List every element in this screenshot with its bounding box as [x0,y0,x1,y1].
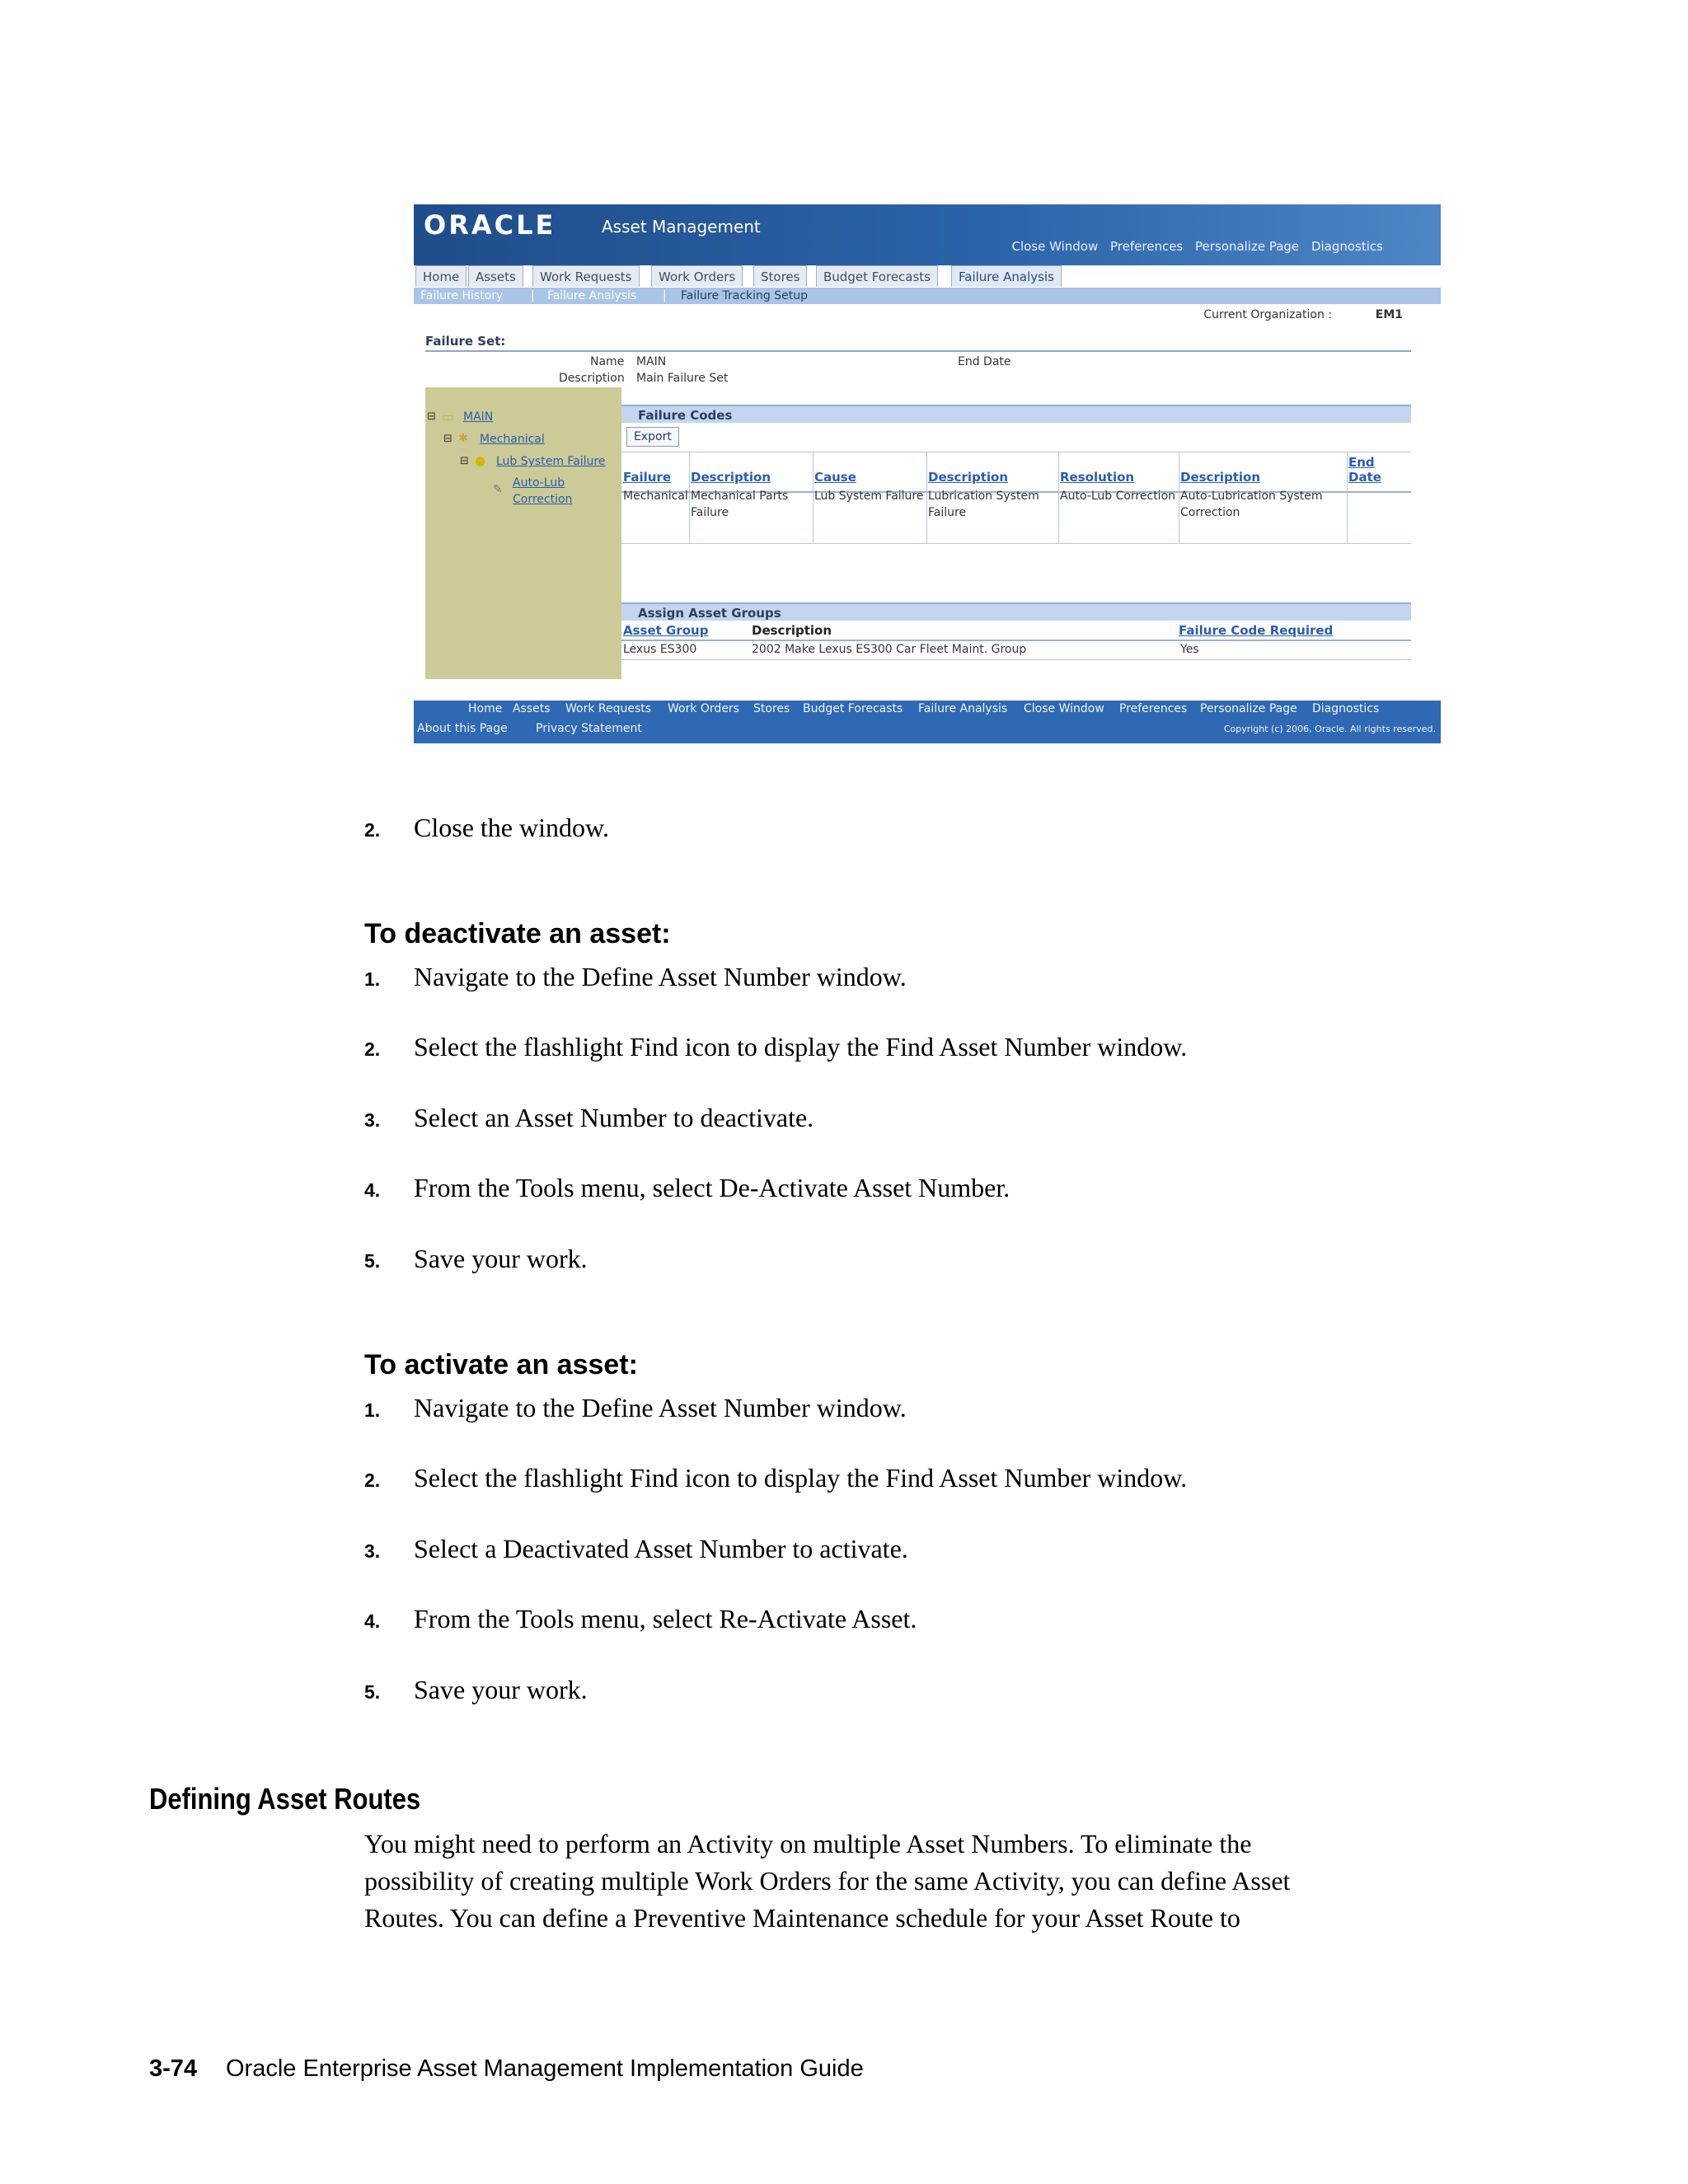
subtab-failure-analysis[interactable]: Failure Analysis [547,289,637,302]
cell-failure-code-required: Yes [1180,643,1199,656]
paragraph-line: Routes. You can define a Preventive Maintenance schedule for your Asset Route to [364,1903,1240,1933]
col-asset-group-description: Description [752,623,832,638]
lightbulb-icon: ● [475,453,486,468]
paragraph-line: You might need to perform an Activity on multiple Asset Numbers. To eliminate the [364,1829,1252,1858]
subtab-separator: | [531,289,535,302]
subtab-failure-history[interactable]: Failure History [420,289,504,302]
oracle-logo: ORACLE [424,209,556,241]
tab-failure-analysis[interactable]: Failure Analysis [951,265,1062,287]
step-text: Navigate to the Define Asset Number window. [414,962,907,991]
footer-link-close-window[interactable]: Close Window [1024,702,1104,715]
divider [621,543,1411,544]
subtab-failure-tracking-setup[interactable]: Failure Tracking Setup [681,289,808,302]
failure-set-label: Failure Set: [425,334,506,349]
footer-link-budget-forecasts[interactable]: Budget Forecasts [803,702,903,715]
close-window-link[interactable]: Close Window [1011,239,1099,254]
col-failure[interactable]: Failure [623,470,672,485]
description-value: Main Failure Set [636,372,729,385]
step-number: 1. [364,968,381,990]
tree-node-auto-lub[interactable]: Auto-Lub [513,476,565,490]
paragraph-line: possibility of creating multiple Work Orders for the same Activity, you can define Asset [364,1866,1291,1896]
col-asset-group[interactable]: Asset Group [623,623,709,638]
col-failure-description[interactable]: Description [691,470,771,485]
cell-failure-desc: Mechanical Parts [691,490,789,503]
footer-link-failure-analysis[interactable]: Failure Analysis [918,702,1008,715]
name-label: Name [590,355,625,368]
page-number: 3-74 [149,2055,198,2082]
col-cause[interactable]: Cause [814,470,856,485]
col-end[interactable]: End [1348,455,1375,470]
current-org-value: EM1 [1375,308,1403,321]
step-text: Select an Asset Number to deactivate. [414,1103,814,1132]
step-text: Close the window. [414,813,610,842]
tab-budget-forecasts[interactable]: Budget Forecasts [816,265,938,287]
collapse-icon[interactable]: ⊟ [460,455,469,467]
diagnostics-link[interactable]: Diagnostics [1311,239,1383,254]
current-org-label: Current Organization : [1203,308,1332,321]
step-text: Save your work. [414,1244,588,1273]
col-resolution[interactable]: Resolution [1060,470,1135,485]
footer-link-stores[interactable]: Stores [753,702,790,715]
cell-resolution-desc: Auto-Lubrication System [1180,490,1323,503]
divider [425,350,1411,352]
divider [926,452,927,543]
section-heading-deactivate: To deactivate an asset: [364,918,671,949]
footer-link-personalize-page[interactable]: Personalize Page [1200,702,1297,715]
step-number: 2. [364,1469,381,1491]
header-banner [414,204,1441,265]
col-failure-code-required[interactable]: Failure Code Required [1179,623,1334,638]
divider [689,452,690,543]
col-resolution-description[interactable]: Description [1180,470,1261,485]
wrench-icon: ✎ [493,483,503,496]
step-number: 4. [364,1610,381,1632]
failure-codes-header: Failure Codes [621,405,1411,423]
step-number: 3. [364,1109,381,1131]
step-number: 1. [364,1399,381,1421]
subtab-separator: | [663,289,667,302]
cell-asset-group: Lexus ES300 [623,643,697,656]
step-number: 5. [364,1250,381,1272]
tree-node-mechanical[interactable]: Mechanical [480,433,545,446]
end-date-label: End Date [958,355,1011,368]
step-text: Select the flashlight Find icon to display the Find Asset Number window. [414,1032,1188,1062]
divider [621,659,1411,660]
failure-tree [425,387,621,679]
copyright-text: Copyright (c) 2006, Oracle. All rights reserved. [1223,724,1436,734]
tree-node-lub-system-failure[interactable]: Lub System Failure [496,455,606,468]
cell-cause: Lub System Failure [814,490,924,503]
tab-stores[interactable]: Stores [753,265,807,287]
divider [813,452,814,543]
divider [1347,452,1348,543]
step-text: Save your work. [414,1675,588,1704]
step-number: 4. [364,1179,381,1201]
tab-work-orders[interactable]: Work Orders [651,265,743,287]
personalize-page-link[interactable]: Personalize Page [1195,239,1300,254]
folder-icon: ▭ [442,409,455,424]
step-number: 5. [364,1681,381,1703]
tree-node-auto-lub-cont[interactable]: Correction [513,493,573,506]
section-heading-activate: To activate an asset: [364,1349,638,1380]
tab-work-requests[interactable]: Work Requests [532,265,640,287]
tab-home[interactable]: Home [415,265,467,287]
step-number: 2. [364,819,381,841]
divider [1058,452,1059,543]
footer-link-home[interactable]: Home [468,702,503,715]
cell-asset-group-desc: 2002 Make Lexus ES300 Car Fleet Maint. Group [752,643,1027,656]
tab-assets[interactable]: Assets [468,265,523,287]
cell-cause-desc: Failure [928,506,967,519]
global-links [1003,239,1383,254]
step-text: From the Tools menu, select Re-Activate Asset. [414,1604,917,1633]
cell-resolution-desc: Correction [1180,506,1240,519]
privacy-statement-link[interactable]: Privacy Statement [536,722,642,735]
section-heading-routes: Defining Asset Routes [149,1782,421,1816]
preferences-link[interactable]: Preferences [1110,239,1184,254]
step-text: Select a Deactivated Asset Number to activate. [414,1534,908,1563]
step-text: From the Tools menu, select De-Activate Asset Number. [414,1173,1010,1202]
description-label: Description [559,372,625,385]
footer-link-assets[interactable]: Assets [513,702,551,715]
tree-node-main[interactable]: MAIN [463,410,494,424]
footer-link-work-orders[interactable]: Work Orders [668,702,739,715]
gear-icon: ✱ [458,432,468,445]
footer-link-preferences[interactable]: Preferences [1119,702,1188,715]
step-text: Navigate to the Define Asset Number window. [414,1393,907,1422]
col-date[interactable]: Date [1348,470,1381,485]
step-number: 3. [364,1540,381,1562]
cell-failure: Mechanical [623,490,688,503]
step-number: 2. [364,1038,381,1060]
document-title: Oracle Enterprise Asset Management Implementation Guide [226,2055,864,2082]
footer-link-work-requests[interactable]: Work Requests [565,702,652,715]
collapse-icon[interactable]: ⊟ [427,410,436,423]
app-title: Asset Management [602,217,761,237]
step-text: Select the flashlight Find icon to display the Find Asset Number window. [414,1463,1188,1493]
export-button[interactable]: Export [626,427,679,447]
footer-link-diagnostics[interactable]: Diagnostics [1312,702,1380,715]
cell-resolution: Auto-Lub Correction [1060,490,1176,503]
cell-failure-desc: Failure [691,506,729,519]
name-value: MAIN [636,355,667,368]
col-cause-description[interactable]: Description [928,470,1009,485]
cell-cause-desc: Lubrication System [928,490,1039,503]
about-this-page-link[interactable]: About this Page [417,722,508,735]
collapse-icon[interactable]: ⊟ [443,433,452,445]
oracle-screenshot [414,204,1441,743]
asset-groups-header: Assign Asset Groups [621,602,1411,621]
